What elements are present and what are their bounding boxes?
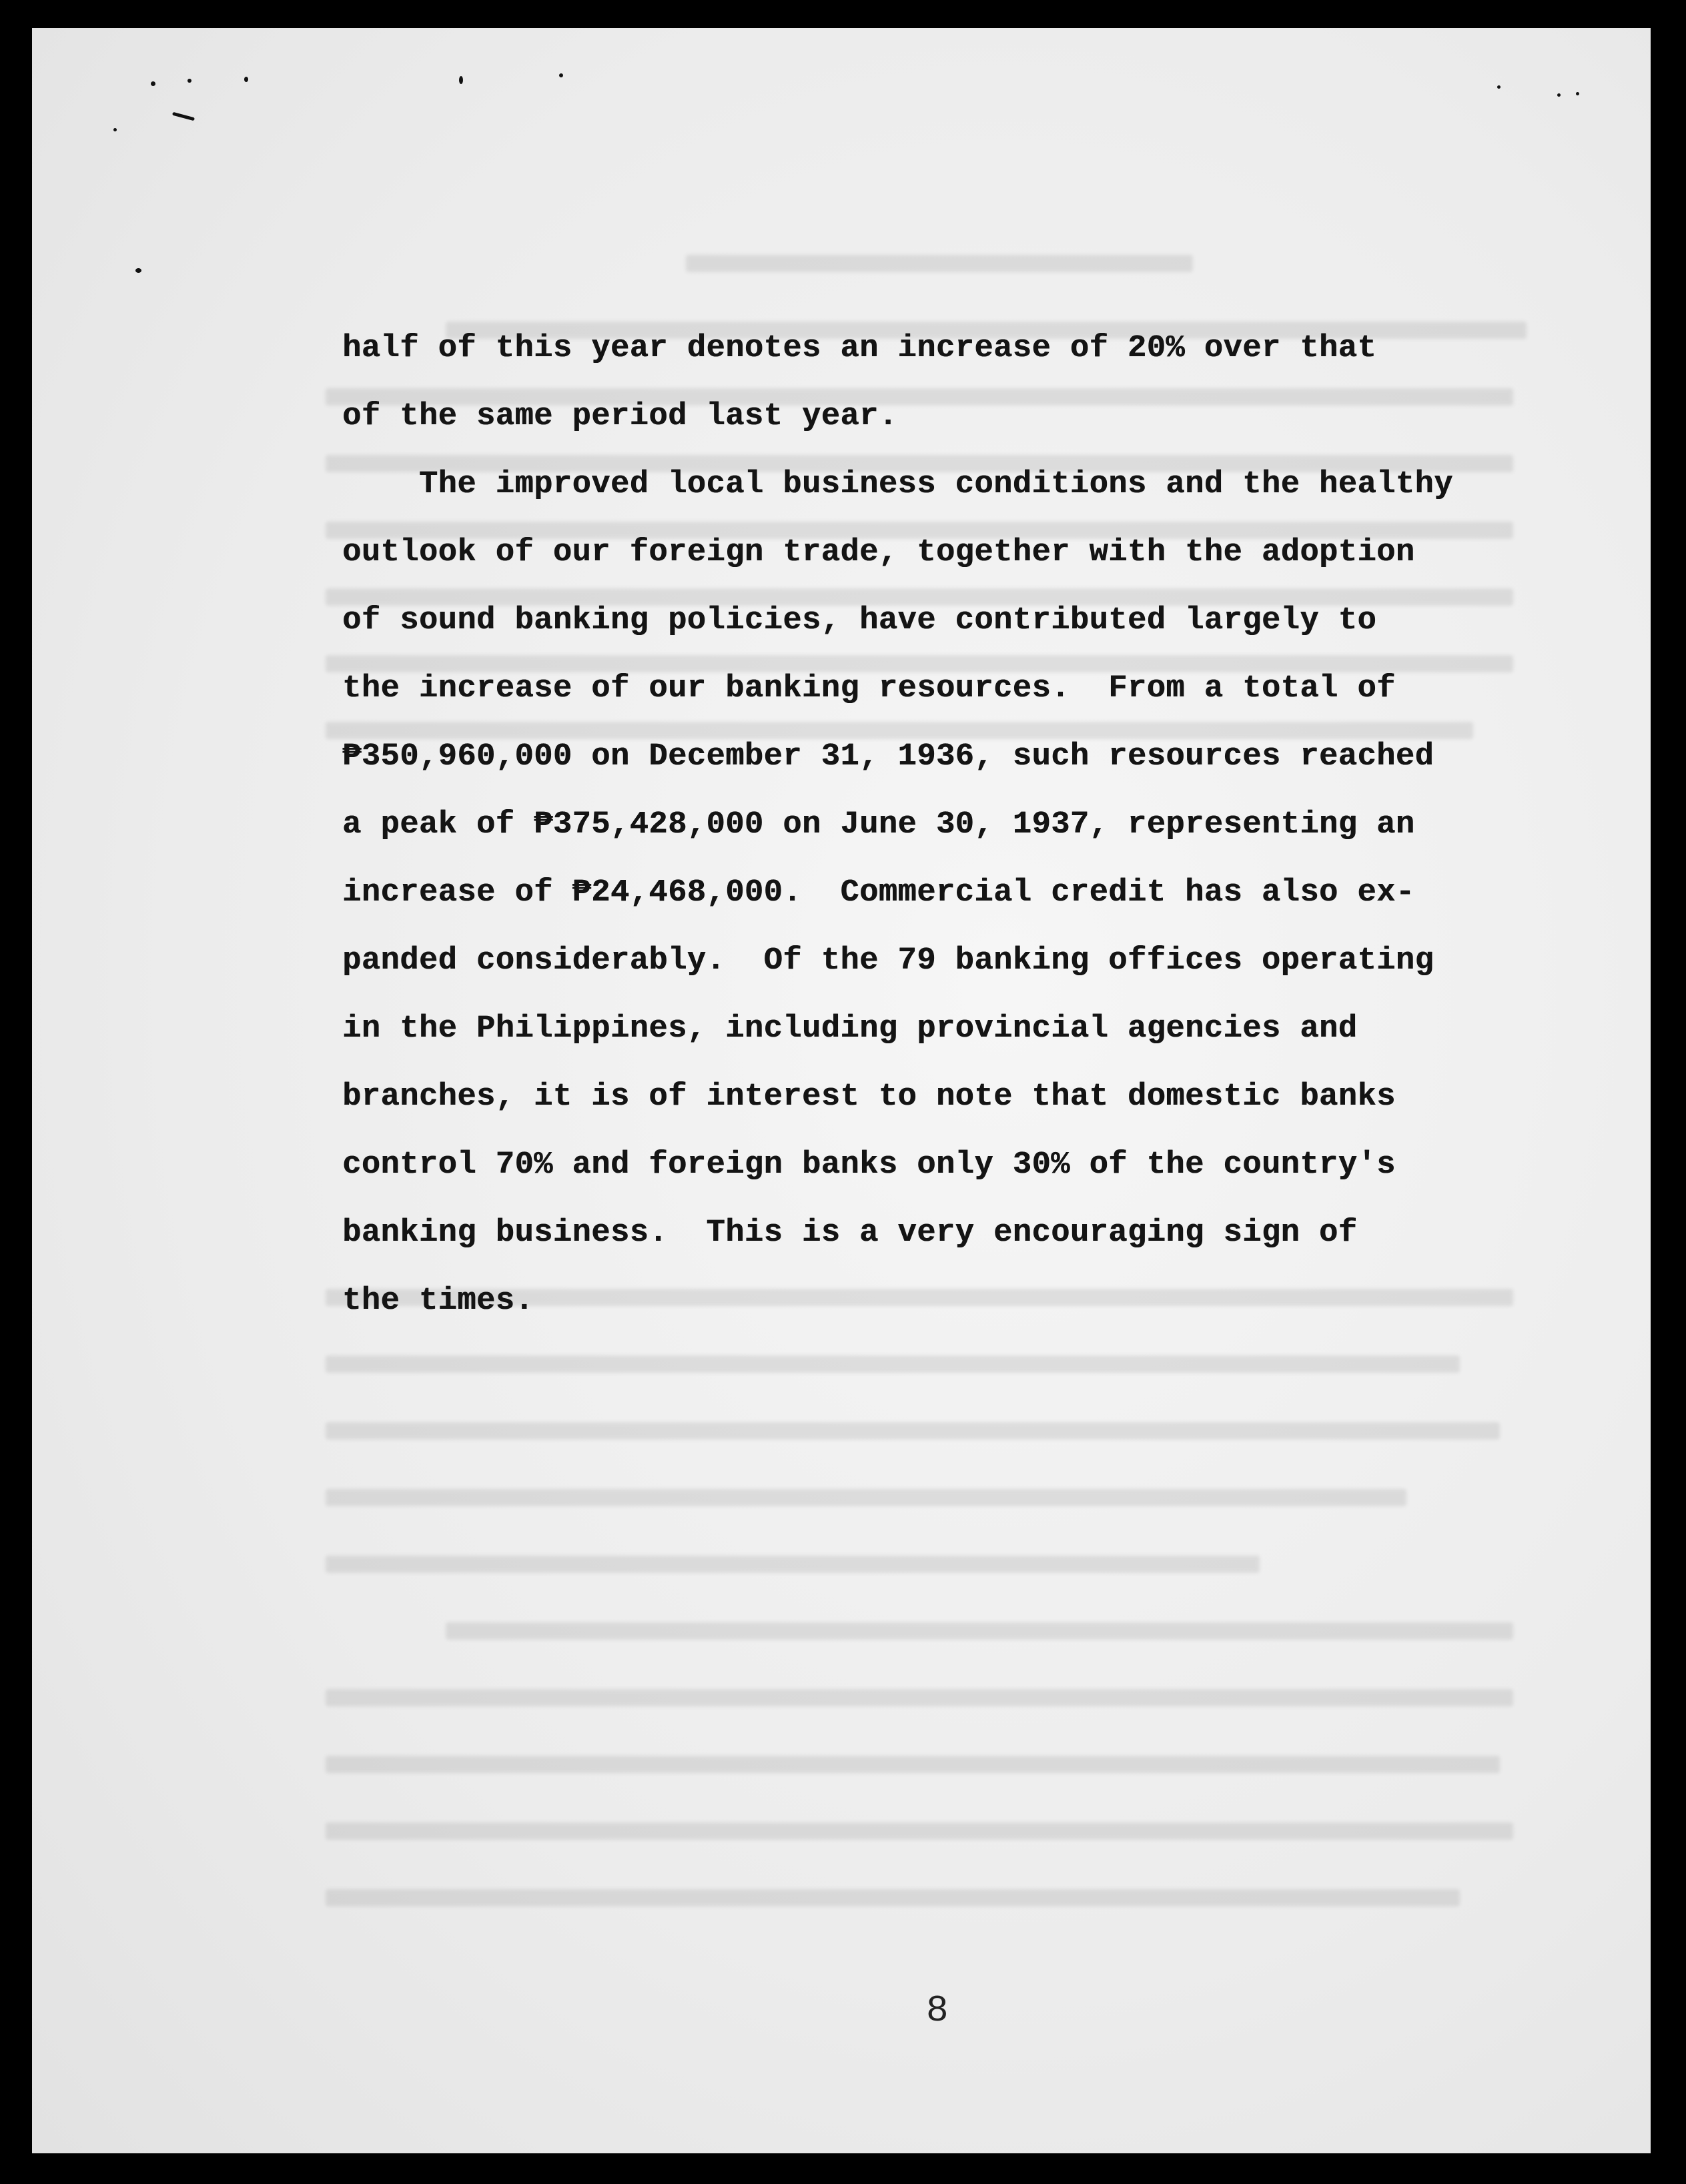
text-line: branches, it is of interest to note that domestic banks (342, 1079, 1396, 1115)
scan-speck (113, 128, 117, 131)
document-page (32, 28, 1651, 2153)
text-line: control 70% and foreign banks only 30% of the country's (342, 1147, 1396, 1183)
text-line: in the Philippines, including provincial agencies and (342, 1011, 1358, 1047)
scan-speck (1497, 85, 1501, 89)
scan-speck (187, 79, 191, 83)
text-line: increase of ₱24,468,000. Commercial credit has also ex- (342, 875, 1415, 911)
text-line: of the same period last year. (342, 399, 898, 434)
scan-speck (459, 76, 463, 84)
text-line: of sound banking policies, have contributed largely to (342, 603, 1377, 638)
scan-speck (135, 268, 141, 273)
text-line: half of this year denotes an increase of 20% over that (342, 331, 1377, 366)
scan-speck (559, 73, 563, 77)
page-number: 8 (926, 1989, 949, 2032)
scan-speck (1576, 92, 1579, 95)
scan-speck (151, 81, 155, 86)
scan-speck (1557, 93, 1561, 97)
text-line: outlook of our foreign trade, together with the adoption (342, 535, 1415, 570)
scan-speck (244, 77, 248, 82)
scan-speck (172, 112, 195, 121)
text-line: the increase of our banking resources. From a total of (342, 671, 1396, 706)
text-line: ₱350,960,000 on December 31, 1936, such resources reached (342, 739, 1434, 774)
text-line: panded considerably. Of the 79 banking offices operating (342, 943, 1434, 979)
body-text (342, 315, 1610, 1335)
text-line: the times. (342, 1283, 534, 1319)
text-line: a peak of ₱375,428,000 on June 30, 1937, representing an (342, 807, 1415, 843)
text-line: The improved local business conditions and the healthy (342, 467, 1453, 502)
text-line: banking business. This is a very encouraging sign of (342, 1215, 1358, 1251)
